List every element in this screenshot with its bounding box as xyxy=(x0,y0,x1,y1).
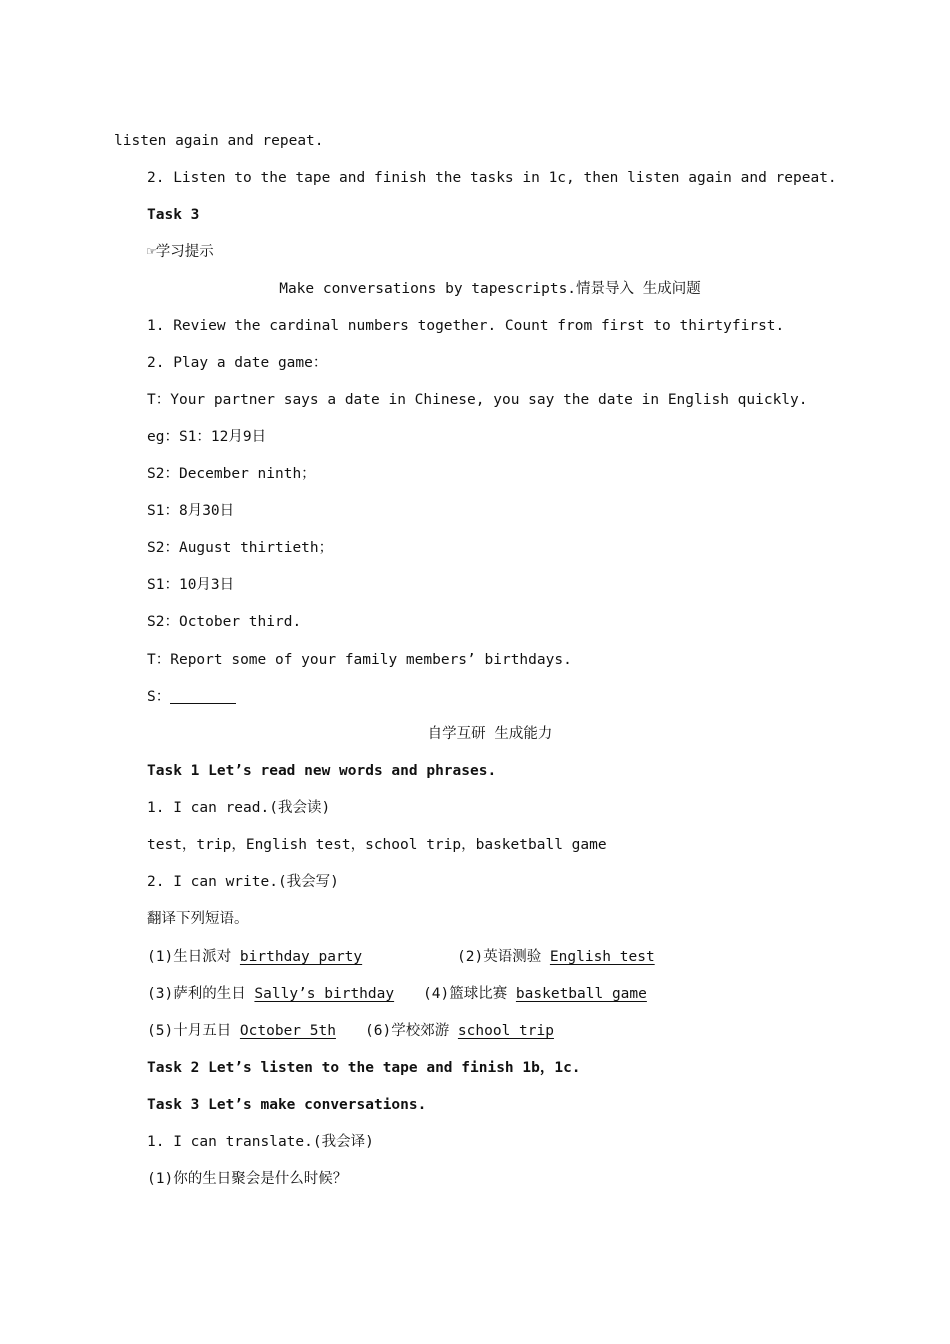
text-line: 2. Listen to the tape and finish the tasks in 1c, then listen again and repeat. xyxy=(147,170,837,186)
phrase-answer: English test xyxy=(549,949,655,965)
study-tip-label: ☞学习提示 xyxy=(147,244,214,260)
phrase-label: (3)萨利的生日 xyxy=(147,986,255,1002)
text-line: S1：10月3日 xyxy=(147,577,235,593)
task-heading: Task 1 Let’s read new words and phrases. xyxy=(147,763,497,779)
text-line: eg：S1：12月9日 xyxy=(147,429,267,445)
text-line: test，trip，English test，school trip，basketball game xyxy=(147,837,607,853)
text-line: 翻译下列短语。 xyxy=(147,911,249,927)
section-heading: Task 3 xyxy=(147,207,200,223)
phrase-row xyxy=(457,947,655,967)
text-line: S2：October third. xyxy=(147,614,302,630)
phrase-answer: basketball game xyxy=(515,986,647,1002)
phrase-row xyxy=(147,947,362,967)
text-line: S2：August thirtieth； xyxy=(147,540,334,556)
phrase-label: (5)十月五日 xyxy=(147,1023,240,1039)
phrase-answer: birthday party xyxy=(239,949,363,965)
speaker-label: S： xyxy=(147,689,171,705)
phrase-row xyxy=(365,1021,554,1041)
phrase-label: (1)生日派对 xyxy=(147,949,240,965)
text-line: 1. I can translate.(我会译) xyxy=(147,1134,374,1150)
phrase-label: (4)篮球比赛 xyxy=(423,986,516,1002)
phrase-answer: school trip xyxy=(457,1023,554,1039)
phrase-row xyxy=(147,984,394,1004)
text-line: (1)你的生日聚会是什么时候？ xyxy=(147,1171,348,1187)
text-line: 1. Review the cardinal numbers together. Count from first to thirtyfirst. xyxy=(147,318,785,334)
task-heading: Task 2 Let’s listen to the tape and finish 1b，1c. xyxy=(147,1060,581,1076)
text-line: listen again and repeat. xyxy=(114,133,324,149)
answer-line xyxy=(147,687,236,707)
centered-heading: 自学互研 生成能力 xyxy=(427,726,553,742)
text-line: 1. I can read.(我会读) xyxy=(147,800,331,816)
text-line: T：Your partner says a date in Chinese, you say the date in English quickly. xyxy=(147,392,808,408)
task-heading: Task 3 Let’s make conversations. xyxy=(147,1097,427,1113)
phrase-row xyxy=(423,984,647,1004)
text-line: 2. Play a date game： xyxy=(147,355,328,371)
text-line: S1：8月30日 xyxy=(147,503,235,519)
answer-blank xyxy=(170,689,236,704)
text-line: 2. I can write.(我会写) xyxy=(147,874,339,890)
text-line: S2：December ninth； xyxy=(147,466,316,482)
text-line: T：Report some of your family members’ birthdays. xyxy=(147,652,572,668)
phrase-row xyxy=(147,1021,336,1041)
phrase-label: (6)学校郊游 xyxy=(365,1023,458,1039)
phrase-answer: October 5th xyxy=(239,1023,336,1039)
phrase-answer: Sally’s birthday xyxy=(254,986,395,1002)
phrase-label: (2)英语测验 xyxy=(457,949,550,965)
centered-heading: Make conversations by tapescripts.情景导入 生成问题 xyxy=(279,281,701,297)
